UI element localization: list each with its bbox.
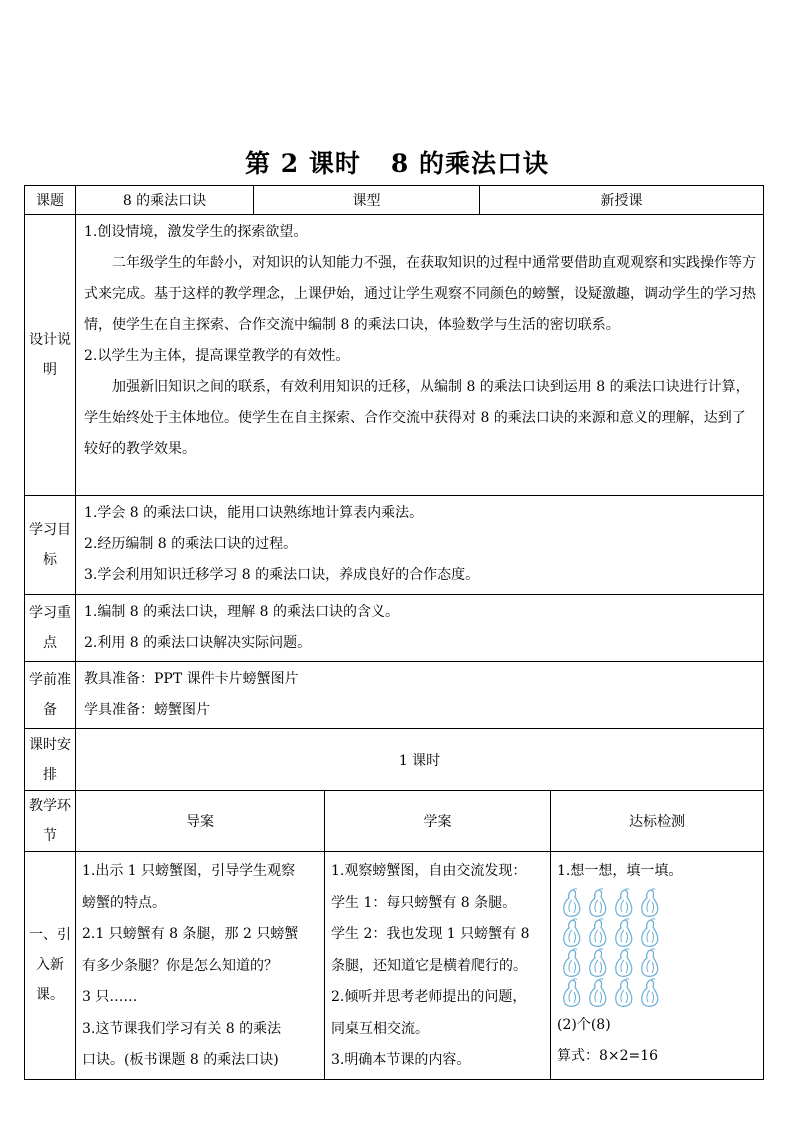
crab-leg-icon — [613, 888, 635, 918]
crab-leg-icon — [587, 948, 609, 978]
design-label: 设计说明 — [25, 215, 76, 496]
study-line: 2.倾听并思考老师提出的问题， — [331, 989, 527, 1005]
crab-leg-icon — [561, 918, 583, 948]
check-formula: 算式：8×2=16 — [557, 1048, 659, 1064]
crab-leg-icon — [587, 918, 609, 948]
check-blank: (2)个(8) — [557, 1016, 611, 1033]
key-points-label: 学习重点 — [25, 595, 76, 662]
prep-row — [25, 662, 764, 729]
phase-header-label: 教学环节 — [25, 791, 76, 852]
guide-column-header: 导案 — [76, 791, 325, 852]
guide-line: 1.出示 1 只螃蟹图，引导学生观察 — [82, 863, 296, 879]
guide-line: 3.这节课我们学习有关 8 的乘法 — [82, 1020, 282, 1037]
study-column-header: 学案 — [325, 791, 551, 852]
schedule-row — [25, 729, 764, 791]
type-label: 课型 — [254, 186, 480, 215]
title-topic: 8 的乘法口诀 — [390, 149, 549, 178]
guide-line: 3 只…… — [82, 989, 138, 1005]
phase-header-row — [25, 791, 764, 852]
crab-leg-icon — [639, 918, 661, 948]
crab-leg-icon — [613, 978, 635, 1008]
crab-leg-icon — [639, 888, 661, 918]
prep-item: 教具准备：PPT 课件卡片螃蟹图片 — [84, 671, 299, 687]
crab-leg-icon — [561, 978, 583, 1008]
guide-content — [76, 852, 325, 1080]
phase1-label: 一、引入新课。 — [25, 852, 76, 1080]
phase1-row — [25, 852, 764, 1080]
goal-item: 3.学会利用知识迁移学习 8 的乘法口诀，养成良好的合作态度。 — [84, 567, 480, 583]
study-content — [325, 852, 551, 1080]
crab-leg-icon — [613, 948, 635, 978]
guide-line: 螃蟹的特点。 — [82, 894, 166, 911]
goals-label: 学习目标 — [25, 496, 76, 595]
schedule-label: 课时安排 — [25, 729, 76, 791]
crab-leg-icon — [561, 948, 583, 978]
check-prompt: 1.想一想，填一填。 — [557, 863, 683, 879]
key-point-item: 1.编制 8 的乘法口诀，理解 8 的乘法口诀的含义。 — [84, 604, 399, 620]
type-value: 新授课 — [480, 186, 764, 215]
guide-line: 口诀。(板书课题 8 的乘法口诀) — [82, 1052, 279, 1068]
guide-line: 2.1 只螃蟹有 8 条腿，那 2 只螃蟹 — [82, 926, 299, 942]
crab-leg-icon — [639, 948, 661, 978]
key-point-item: 2.利用 8 的乘法口诀解决实际问题。 — [84, 635, 312, 651]
crab-leg-icon — [639, 978, 661, 1008]
design-paragraph: 2.以学生为主体，提高课堂教学的有效性。 — [84, 348, 350, 364]
page-title — [0, 144, 794, 180]
key-points-content — [76, 595, 764, 662]
guide-line: 有多少条腿？你是怎么知道的？ — [82, 957, 278, 974]
design-row — [25, 215, 764, 496]
design-paragraph: 二年级学生的年龄小，对知识的认知能力不强，在获取知识的过程中通常要借助直观观察和实践操作等方式来完成。基于这样的教学理念，上课伊始，通过让学生观察不同颜色的螃蟹，设疑激趣，调动学生的学习热情，使学生在自主探索、合作交流中编制 8 的乘法口诀，体验数学与生活的密切联系。 — [84, 255, 756, 333]
goal-item: 1.学会 8 的乘法口诀，能用口诀熟练地计算表内乘法。 — [84, 505, 424, 521]
design-paragraph: 加强新旧知识之间的联系，有效利用知识的迁移，从编制 8 的乘法口诀到运用 8 的乘法口诀进行计算，学生始终处于主体地位。使学生在自主探索、合作交流中获得对 8 的乘法口诀的来源和意义的理解，达到了较好的教学效果。 — [84, 379, 750, 457]
schedule-value: 1 课时 — [76, 729, 764, 791]
crab-leg-icon — [587, 888, 609, 918]
crab-leg-icon — [613, 918, 635, 948]
design-paragraph: 1.创设情境，激发学生的探索欲望。 — [84, 224, 308, 240]
prep-content — [76, 662, 764, 729]
crab-leg-icon — [587, 978, 609, 1008]
crab-pictures — [561, 888, 661, 1008]
study-line: 3.明确本节课的内容。 — [331, 1052, 471, 1068]
study-line: 学生 1：每只螃蟹有 8 条腿。 — [331, 894, 517, 911]
study-line: 学生 2：我也发现 1 只螃蟹有 8 — [331, 926, 530, 942]
goals-content — [76, 496, 764, 595]
topic-label: 课题 — [25, 186, 76, 215]
topic-value: 8 的乘法口诀 — [76, 186, 254, 215]
title-lesson: 第 2 课时 — [245, 149, 361, 178]
check-content — [551, 852, 764, 1080]
prep-label: 学前准备 — [25, 662, 76, 729]
study-line: 同桌互相交流。 — [331, 1020, 429, 1037]
study-line: 条腿，还知道它是横着爬行的。 — [331, 957, 527, 974]
prep-item: 学具准备：螃蟹图片 — [84, 702, 210, 718]
check-column-header: 达标检测 — [551, 791, 764, 852]
topic-row — [25, 186, 764, 215]
design-content — [76, 215, 764, 496]
key-points-row — [25, 595, 764, 662]
goal-item: 2.经历编制 8 的乘法口诀的过程。 — [84, 536, 298, 552]
goals-row — [25, 496, 764, 595]
lesson-plan-table — [24, 185, 764, 1080]
crab-leg-icon — [561, 888, 583, 918]
study-line: 1.观察螃蟹图，自由交流发现： — [331, 863, 527, 879]
